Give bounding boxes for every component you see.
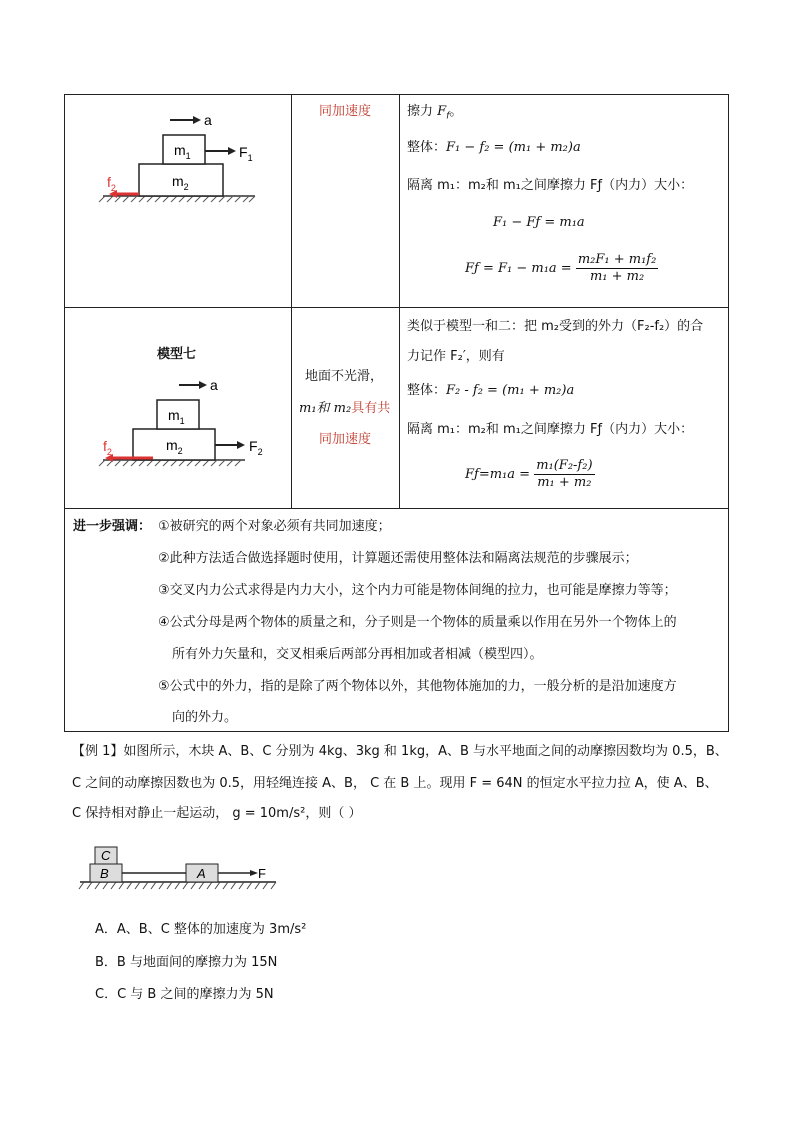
notes-label: 进一步强调： [73, 519, 152, 534]
m1-label: $m_1$ [168, 407, 185, 426]
row2-line2: 力记作 F₂′，则有 [407, 349, 505, 364]
m1-label: $m_1$ [174, 142, 191, 161]
row2-line1: 类似于模型一和二：把 m₂受到的外力（F₂-f₂）的合 [407, 319, 704, 334]
option-a: A．A、B、C 整体的加速度为 3m/s² [95, 922, 307, 937]
force-label: $F_2$ [249, 438, 263, 457]
note-1: ①被研究的两个对象必须有共同加速度； [158, 519, 391, 534]
force-label: $F_1$ [239, 144, 253, 163]
example-line3: C 保持相对静止一起运动， g = 10m/s²，则（ ） [72, 806, 362, 821]
row1-line1: 擦力 $F_f$。 [407, 104, 463, 122]
option-b: B．B 与地面间的摩擦力为 15N [95, 955, 278, 970]
example-line1: 【例 1】如图所示，木块 A、B、C 分别为 4kg、3kg 和 1kg，A、B 与水平地面之间的动摩擦因数均为 0.5，B、 [72, 744, 728, 759]
row1-line3: 隔离 m₁：m₂和 m₁之间摩擦力 Fƒ（内力）大小： [407, 178, 694, 193]
m2-label: $m_2$ [166, 437, 183, 456]
row2-line4: 隔离 m₁：m₂和 m₁之间摩擦力 Fƒ（内力）大小： [407, 422, 694, 437]
model-seven-diagram [95, 367, 285, 467]
model-seven-title: 模型七 [157, 347, 197, 362]
note-3: ③交叉内力公式求得是内力大小，这个内力可能是物体间绳的拉力，也可能是摩擦力等等； [158, 583, 677, 598]
row2-condition-line3: 同加速度 [319, 432, 372, 447]
label-a: A [197, 866, 206, 881]
note-4b: 所有外力矢量和，交叉相乘后两部分再相加或者相减（模型四）。 [172, 647, 543, 662]
row1-line5: Fƒ = F₁ − m₁a = $\frac{\text{m₂F₁ + m₁f₂}}{\text{m₁ + m₂}}$ [465, 252, 657, 284]
row-divider-1 [65, 307, 728, 308]
row1-condition: 同加速度 [319, 104, 372, 119]
label-f: F [258, 866, 266, 881]
friction-label: $f_2$ [103, 438, 112, 457]
column-divider-2 [399, 95, 400, 508]
column-divider-1 [291, 95, 292, 508]
friction-label: $f_2$ [107, 174, 116, 193]
label-b: B [100, 866, 109, 881]
note-5b: 向的外力。 [172, 710, 238, 725]
m2-label: $m_2$ [172, 173, 189, 192]
label-c: C [101, 848, 111, 863]
accel-label: a [204, 112, 212, 128]
example-figure [76, 840, 286, 896]
note-2: ②此种方法适合做选择题时使用，计算题还需使用整体法和隔离法规范的步骤展示； [158, 551, 638, 566]
model-table [64, 94, 729, 732]
note-4a: ④公式分母是两个物体的质量之和，分子则是一个物体的质量乘以作用在另外一个物体上的 [158, 615, 677, 630]
accel-label: a [210, 377, 218, 393]
note-5a: ⑤公式中的外力，指的是除了两个物体以外，其他物体施加的力，一般分析的是沿加速度方 [158, 679, 677, 694]
row2-line3: 整体：F₂ - f₂ = (m₁ + m₂)a [407, 383, 575, 398]
row1-line2: 整体：F₁ − f₂ = (m₁ + m₂)a [407, 140, 581, 155]
row2-condition-line2: m₁和 m₂具有共 [299, 401, 391, 416]
model-six-diagram [95, 105, 285, 205]
row-divider-2 [65, 508, 728, 509]
row1-line4: F₁ − Fƒ = m₁a [493, 215, 585, 230]
row2-line5: Fƒ=m₁a = $\frac{\text{m₁(F₂-f₂)}}{\text{m₁ + m₂}}$ [465, 458, 593, 490]
row2-condition-line1: 地面不光滑， [305, 369, 384, 384]
example-line2: C 之间的动摩擦因数也为 0.5，用轻绳连接 A、B， C 在 B 上。现用 F = 64N 的恒定水平拉力拉 A，使 A、B、 [72, 776, 718, 791]
option-c: C．C 与 B 之间的摩擦力为 5N [95, 987, 274, 1002]
